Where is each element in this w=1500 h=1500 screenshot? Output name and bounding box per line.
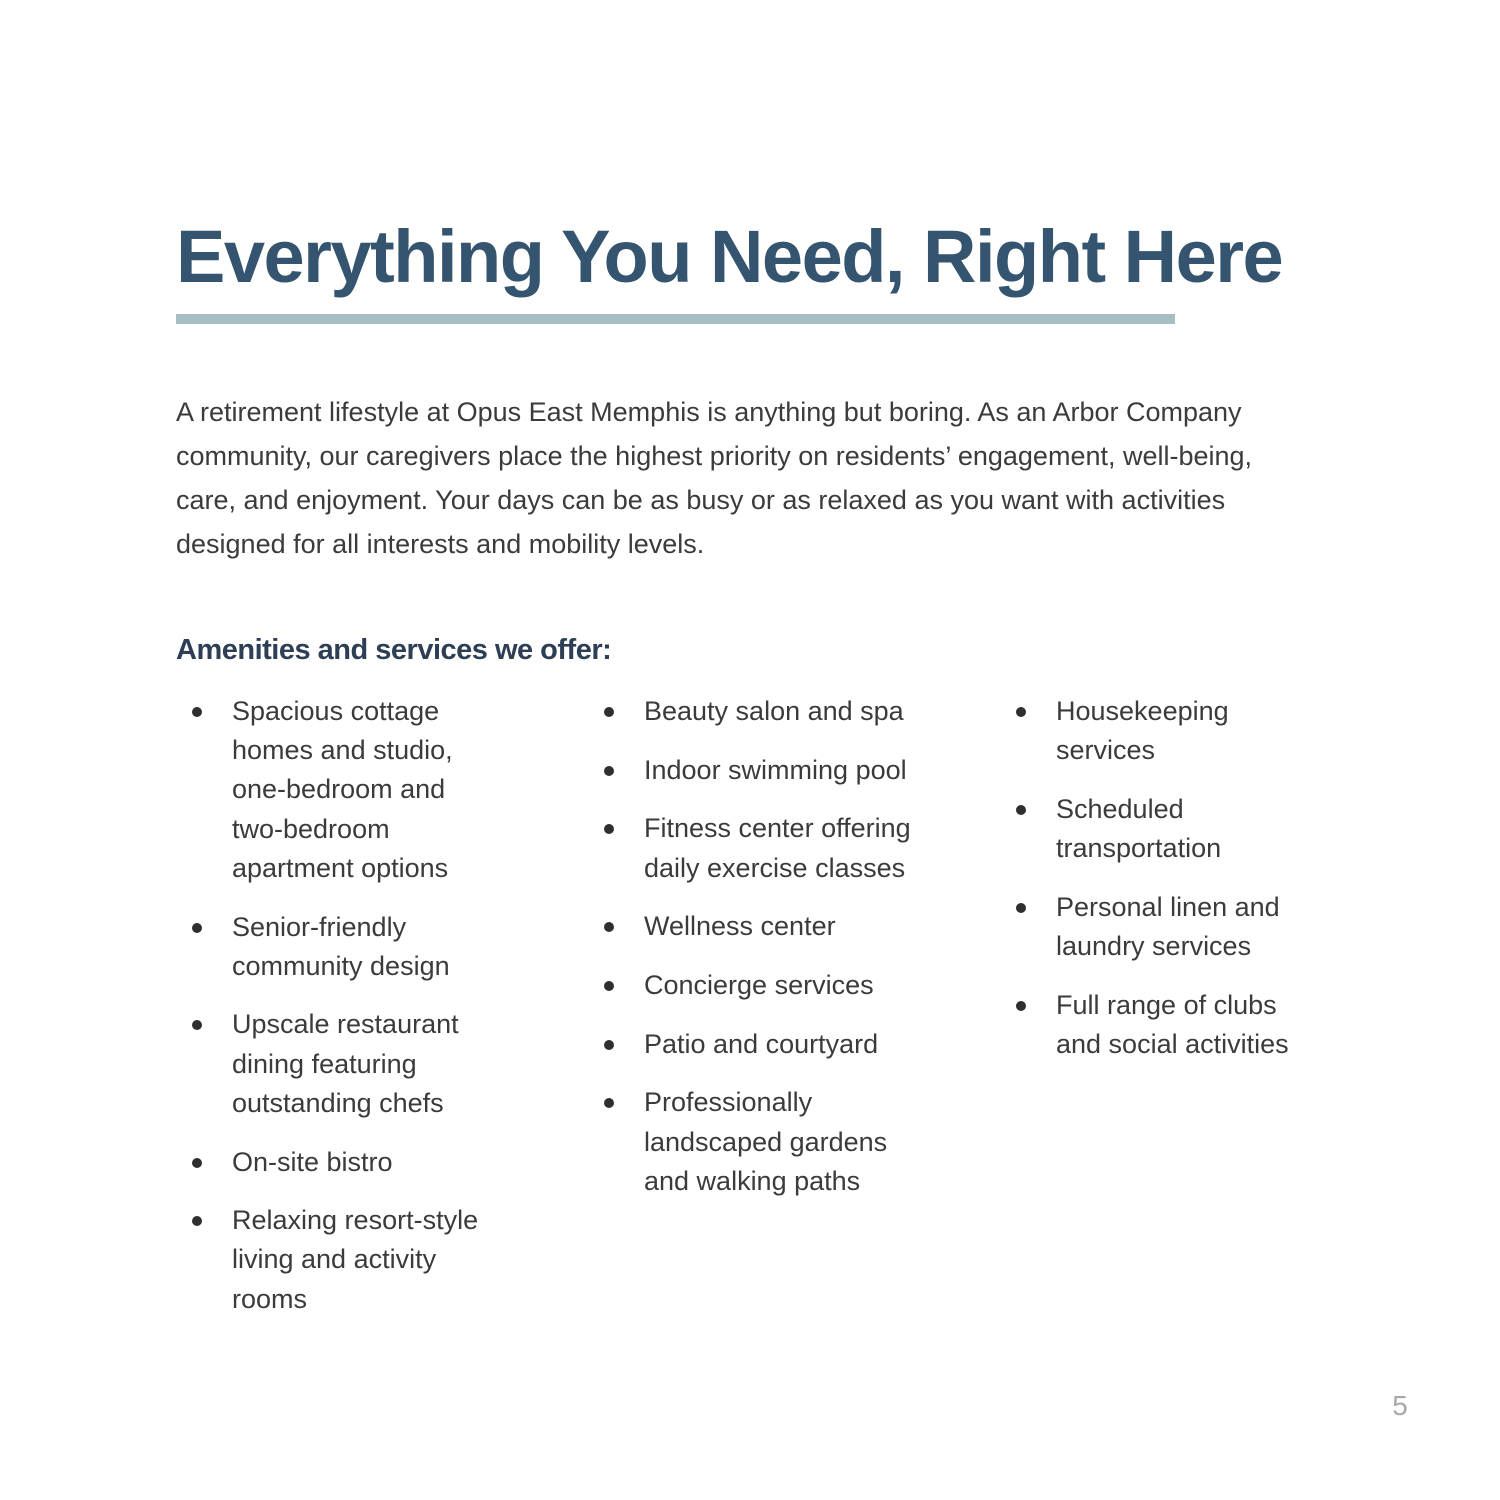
- list-item: [588, 751, 918, 790]
- intro-paragraph: A retirement lifestyle at Opus East Memphis is anything but boring. As an Arbor Company community, our caregivers place the highest priority on residents’ engagement, well-being, care, and enjoyment. Your days can be as busy or as relaxed as you want with activities designed for all interests and mobility levels.: [176, 397, 1253, 559]
- bullet-icon: [604, 824, 614, 834]
- list-item: [1000, 888, 1330, 966]
- page-number: 5: [1392, 1390, 1408, 1421]
- list-item: [176, 692, 506, 888]
- bullet-icon: [604, 766, 614, 776]
- amenities-column-1: [176, 692, 506, 1338]
- list-item-text: Indoor swimming pool: [644, 754, 907, 785]
- list-item-text: Relaxing resort-style living and activity rooms: [232, 1205, 479, 1314]
- list-item: [176, 908, 506, 986]
- list-item: [588, 1025, 918, 1064]
- list-item: [588, 692, 918, 731]
- bullet-icon: [604, 981, 614, 991]
- bullet-icon: [1016, 707, 1026, 717]
- bullet-icon: [192, 1158, 202, 1168]
- list-item-text: Professionally landscaped gardens and walking paths: [644, 1087, 888, 1196]
- bullet-icon: [1016, 1001, 1026, 1011]
- list-item-text: Patio and courtyard: [644, 1028, 879, 1059]
- list-item-text: Fitness center offering daily exercise classes: [644, 813, 911, 883]
- list-item: [588, 966, 918, 1005]
- bullet-icon: [604, 1098, 614, 1108]
- list-item: [588, 1083, 918, 1201]
- list-item: [1000, 790, 1330, 868]
- bullet-icon: [604, 922, 614, 932]
- bullet-icon: [192, 923, 202, 933]
- list-item-text: Upscale restaurant dining featuring outstanding chefs: [232, 1009, 459, 1118]
- bullet-icon: [192, 707, 202, 717]
- list-item: [1000, 986, 1330, 1064]
- title-underline: [176, 314, 1175, 324]
- list-item: [588, 809, 918, 887]
- bullet-icon: [1016, 805, 1026, 815]
- amenities-column-3: [1000, 692, 1330, 1084]
- amenities-column-2: [588, 692, 918, 1221]
- list-item-text: Housekeeping services: [1056, 696, 1229, 766]
- list-item-text: Beauty salon and spa: [644, 696, 904, 726]
- bullet-icon: [604, 707, 614, 717]
- list-item-text: Scheduled transportation: [1056, 793, 1222, 864]
- list-item-text: On-site bistro: [232, 1146, 393, 1177]
- list-item: [176, 1143, 506, 1182]
- list-item-text: Full range of clubs and social activities: [1056, 989, 1289, 1059]
- bullet-icon: [192, 1020, 202, 1030]
- list-item-text: Senior-friendly community design: [232, 911, 450, 981]
- amenities-heading: Amenities and services we offer:: [176, 634, 612, 666]
- page-title: Everything You Need, Right Here: [176, 215, 1283, 298]
- list-item-text: Spacious cottage homes and studio, one-bedroom and two-bedroom apartment options: [232, 696, 453, 883]
- bullet-icon: [192, 1216, 202, 1226]
- list-item: [1000, 692, 1330, 770]
- list-item-text: Concierge services: [644, 970, 874, 1001]
- bullet-icon: [604, 1040, 614, 1050]
- list-item: [176, 1005, 506, 1123]
- list-item-text: Wellness center: [644, 911, 836, 942]
- list-item: [176, 1201, 506, 1319]
- list-item: [588, 907, 918, 946]
- bullet-icon: [1016, 903, 1026, 913]
- list-item-text: Personal linen and laundry services: [1056, 891, 1280, 962]
